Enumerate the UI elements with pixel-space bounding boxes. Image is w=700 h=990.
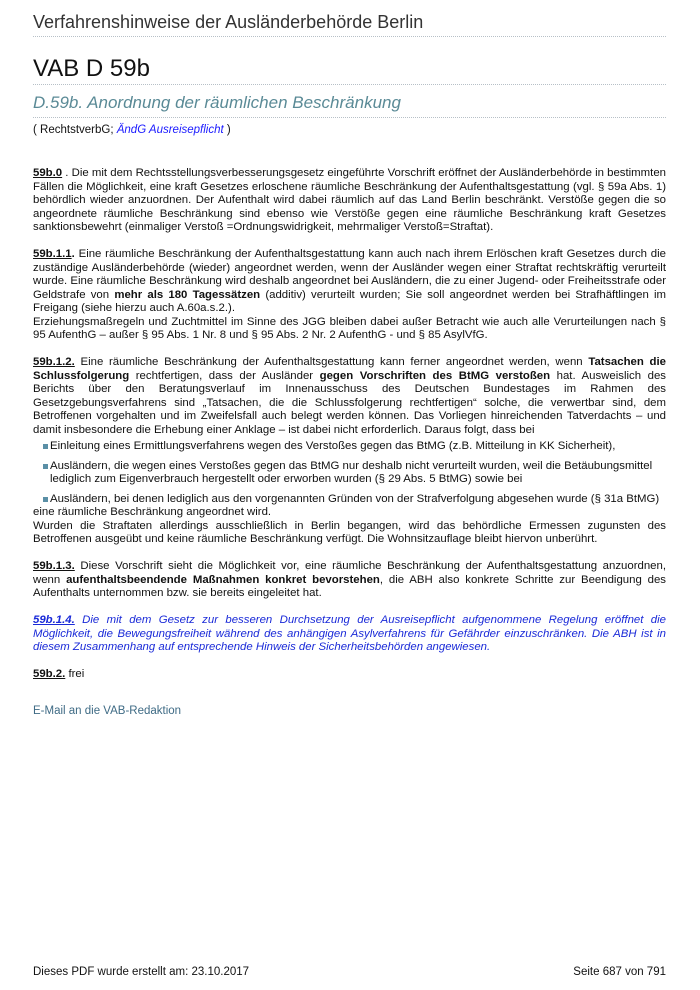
- emphasis-text: gegen Vorschriften des BtMG verstoßen: [319, 369, 551, 382]
- square-bullet-icon: [43, 444, 48, 449]
- list-item: [33, 493, 666, 507]
- list-item-text: Ausländern, die wegen eines Verstoßes gegen das BtMG nur deshalb nicht verurteilt wurden, weil die Betäubungsmittel lediglich zum Eigenverbrauch hergestellt oder erworben wurden (§ 29 Abs. 5 BtMG) sowie bei: [50, 459, 653, 485]
- section-number: 59b.1.4.: [33, 614, 75, 626]
- page-title: VAB D 59b: [33, 55, 150, 82]
- section-number: 59b.1.2.: [33, 356, 75, 368]
- list-item: [33, 460, 666, 487]
- paragraph-text: Eine räumliche Beschränkung der Aufenthaltsgestattung kann ferner angeordnet werden, wenn: [74, 356, 589, 368]
- section-number: 59b.0: [33, 167, 63, 179]
- square-bullet-icon: [43, 464, 48, 469]
- refs-plain: RechtstverbG;: [40, 124, 117, 136]
- footer-created-date: Dieses PDF wurde erstellt am: 23.10.2017: [33, 966, 250, 978]
- paragraph-59b-1-2-cont2: Wurden die Straftaten allerdings ausschließlich in Berlin begangen, wird das behördliche Ermessen zugunsten des Betroffenen ausgeübt und keine räumliche Beschränkung verfügt. Die Wohnsitzauflage bleibt hiervon unberührt.: [33, 519, 666, 545]
- section-number-dot: .: [71, 248, 75, 260]
- paragraph-59b-2: [33, 668, 666, 682]
- bullet-list: [33, 440, 666, 506]
- title-divider: [33, 84, 666, 85]
- section-subtitle: D.59b. Anordnung der räumlichen Beschränkung: [33, 93, 401, 112]
- paragraph-text: (additiv) verurteilt wurden; Sie soll angeordnet werden bei Strafhäftlingen im Freigang (siehe hierzu auch A.60a.s.2.).: [33, 288, 667, 314]
- footer-page-number: Seite 687 von 791: [573, 966, 666, 978]
- emphasis-text: Tatsachen die Schlussfolgerung: [33, 356, 666, 382]
- list-item: [33, 440, 666, 454]
- paragraph-text: , die ABH also konkrete Schritte zur Beendigung des Aufenthalts unternommen bzw. sie bereits eingeleitet hat.: [33, 573, 666, 599]
- refs-close: ): [223, 124, 231, 136]
- list-item-text: Ausländern, bei denen lediglich aus den vorgenannten Gründen von der Strafverfolgung abgesehen wurde (§ 31a BtMG): [50, 492, 660, 505]
- paragraph-text: Eine räumliche Beschränkung der Aufenthaltsgestattung kann auch nach ihrem Erlöschen kraft Gesetzes durch die zuständige Ausländerbehörde (wieder) angeordnet werden, wenn der Ausländer wegen einer Straftat rechtskräftig verurteilt wurde. Eine räumliche Beschränkung wird deshalb angeordnet bei Ausländern, die zu einer Jugend- oder Freiheitsstrafe oder Geldstrafe von: [33, 248, 666, 301]
- paragraph-text: . Die mit dem Rechtsstellungsverbesserungsgesetz eingeführte Vorschrift eröffnet der Ausländerbehörde in bestimmten Fällen die Möglichkeit, eine kraft Gesetzes erloschene räumliche Beschränkung der Aufenthaltsgestattung (vgl. § 59a Abs. 1) behördlich wieder anzuordnen. Der Aufenthalt wird dabei räumlich auf das Land Berlin beschränkt. Verstöße gegen die so angeordnete räumliche Beschränkung sind ebenso wie Verstöße gegen eine räumliche Beschränkung kraft Gesetzes sanktionsbewehrt (einmaliger Verstoß =Ordnungswidrigkeit, mehrmaliger Verstoß=Straftat).: [33, 167, 666, 233]
- paragraph-59b-1-1: [33, 248, 666, 316]
- emphasis-text: mehr als 180 Tagessätzen: [114, 288, 261, 301]
- list-item-text: Einleitung eines Ermittlungsverfahrens wegen des Verstoßes gegen das BtMG (z.B. Mitteilung in KK Sicherheit),: [50, 440, 616, 452]
- header-divider: [33, 36, 666, 37]
- paragraph-text: Diese Vorschrift sieht die Möglichkeit vor, eine räumliche Beschränkung der Aufenthaltsgestattung anzuordnen, wenn: [33, 560, 666, 586]
- legal-references: [33, 124, 231, 136]
- document-page: [33, 0, 666, 990]
- paragraph-text: Die mit dem Gesetz zur besseren Durchsetzung der Ausreisepflicht aufgenommene Regelung eröffnet die Möglichkeit, die Bewegungsfreiheit während des anhängigen Asylverfahrens für Gefährder einzuschränken. Die ABH ist in diesem Zusammenhang auf entsprechende Hinweis der Sicherheitsbehörden angewiesen.: [33, 614, 666, 653]
- section-number: 59b.1.1: [33, 248, 72, 260]
- square-bullet-icon: [43, 497, 48, 502]
- paragraph-59b-1-2: [33, 356, 666, 437]
- email-link[interactable]: E-Mail an die VAB-Redaktion: [33, 705, 182, 717]
- section-number: 59b.1.3.: [33, 560, 75, 572]
- site-title: Verfahrenshinweise der Ausländerbehörde Berlin: [33, 12, 424, 32]
- subtitle-divider: [33, 117, 666, 118]
- emphasis-text: aufenthaltsbeendende Maßnahmen konkret bevorstehen: [66, 573, 380, 586]
- document-body: [33, 167, 666, 682]
- paragraph-text: hat. Ausweislich des Berichts über den Beratungsverlauf im Innenausschuss des Deutschen Bundestages im Rahmen des Gesetzgebungsverfahrens sind „Tatsachen, die die Schlussfolgerung rechtfertigen“ solche, die verwertbar sind, dem Betroffenen vorgehalten und im Zweifelsfall auch belegt werden können. Das Vorliegen hinreichenden Tatverdachts – und damit insbesondere die Erhebung einer Anklage – ist dabei nicht erforderlich. Daraus folgt, dass bei: [33, 369, 666, 436]
- paragraph-59b-1-4: [33, 614, 666, 655]
- paragraph-text: rechtfertigen, dass der Ausländer: [129, 369, 320, 382]
- reference-link[interactable]: ÄndG Ausreisepflicht: [116, 124, 224, 136]
- paragraph-text: frei: [65, 668, 85, 680]
- paragraph-59b-1-3: [33, 560, 666, 601]
- paragraph-59b-1-1-cont: Erziehungsmaßregeln und Zuchtmittel im Sinne des JGG bleiben dabei außer Betracht wie auch alle Verurteilungen nach § 95 AufenthG – außer § 95 Abs. 1 Nr. 8 und § 95 Abs. 2 Nr. 2 AufenthG - und § 85 AsylVfG.: [33, 315, 666, 341]
- refs-open: (: [33, 124, 41, 136]
- paragraph-59b-1-2-cont: eine räumliche Beschränkung angeordnet wird.: [33, 506, 272, 518]
- section-number: 59b.2.: [33, 668, 66, 680]
- paragraph-59b-0: [33, 167, 666, 235]
